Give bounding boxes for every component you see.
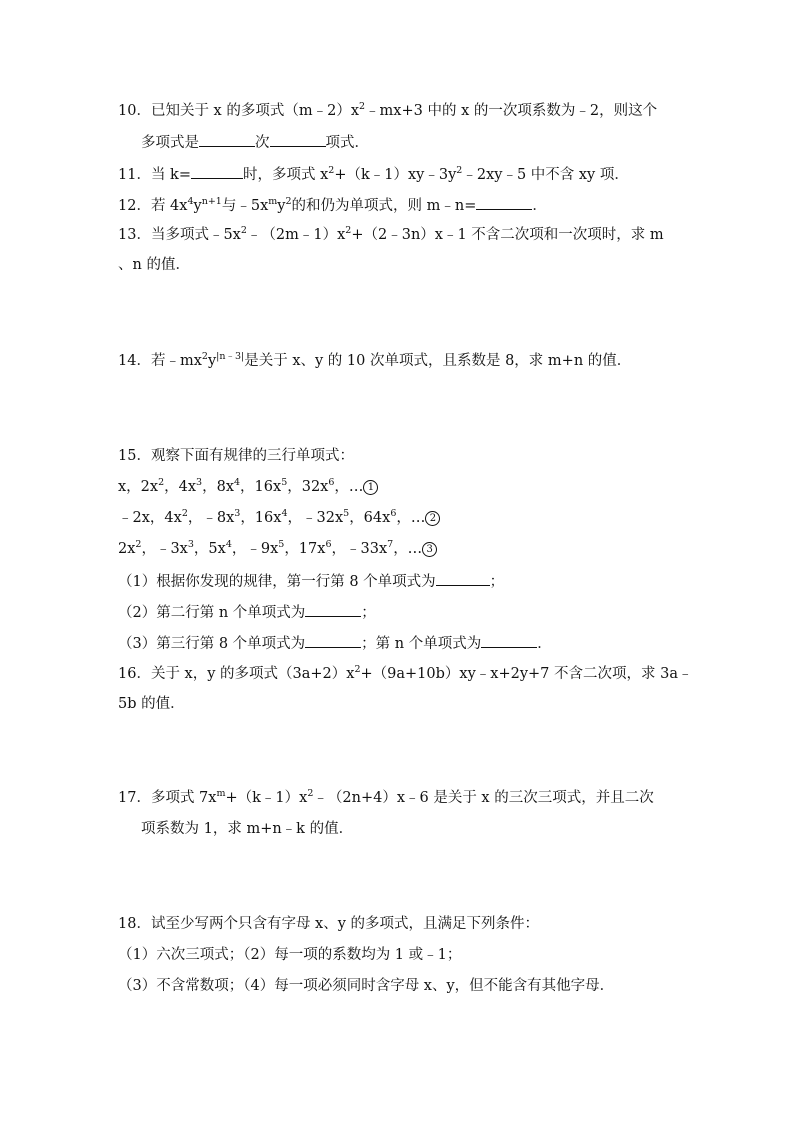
question-10-line2 (141, 131, 369, 153)
exponent: 2 (456, 165, 463, 176)
expression-text: x，2x (118, 479, 159, 495)
question-text: 当多项式﹣5x (150, 227, 241, 243)
question-text: （1）六次三项式；（2）每一项的系数均为 1 或﹣1； (118, 947, 462, 963)
exponent: 2 (285, 196, 292, 207)
answer-blank[interactable] (191, 163, 243, 179)
question-text: 多项式是 (141, 135, 199, 151)
question-14 (118, 351, 631, 371)
exponent: 5 (281, 477, 288, 488)
exponent: 5 (278, 539, 285, 550)
exponent: 4 (234, 477, 241, 488)
question-number: 18． (118, 916, 151, 932)
question-15 (118, 446, 354, 466)
expression-text: ，﹣33x (331, 541, 388, 557)
expression-text: ； (489, 574, 505, 590)
circled-number: 1 (363, 480, 378, 495)
sub-question-2 (118, 601, 376, 623)
question-17 (118, 788, 654, 808)
expression-text: ，﹣32x (287, 510, 344, 526)
question-text: 若 4x (150, 198, 188, 214)
question-number: 16． (118, 666, 151, 682)
question-text: 、n 的值． (118, 257, 190, 273)
question-text: ． (532, 198, 547, 214)
exponent: 6 (390, 508, 397, 519)
question-10 (118, 101, 657, 121)
sequence-row-3 (118, 539, 437, 559)
question-text: 的和仍为单项式，则 m﹣n= (291, 198, 477, 214)
expression-text: ，16x (240, 479, 282, 495)
question-text: 项式． (325, 135, 369, 151)
exponent: m (268, 196, 278, 207)
question-text: 当 k= (150, 167, 191, 183)
question-text: 5b 的值． (118, 696, 185, 712)
question-number: 10． (118, 103, 151, 119)
question-text: 已知关于 x 的多项式（m﹣2）x (150, 103, 360, 119)
expression-text: ，8x (202, 479, 234, 495)
question-text: ﹣mx+3 中的 x 的一次项系数为﹣2，则这个 (365, 103, 658, 119)
question-text: +（9a+10b）xy﹣x+2y+7 不含二次项，求 3a﹣ (360, 666, 693, 682)
question-text: 试至少写两个只含有字母 x、y 的多项式，且满足下列条件： (150, 916, 540, 932)
question-number: 11． (118, 167, 151, 183)
exponent: 2 (135, 539, 142, 550)
question-text: 若﹣mx (150, 353, 202, 369)
exponent: 2 (345, 225, 352, 236)
question-text: 项系数为 1，求 m+n﹣k 的值． (141, 821, 354, 837)
exponent: 6 (328, 477, 335, 488)
exponent: 2 (359, 101, 366, 112)
question-text: 多项式 7x (150, 790, 217, 806)
answer-blank[interactable] (305, 632, 361, 648)
expression-text: （3）第三行第 8 个单项式为 (118, 636, 306, 652)
expression-text: ，64x (349, 510, 391, 526)
exponent: 5 (343, 508, 350, 519)
question-text: 与﹣5x (221, 198, 269, 214)
expression-text: ； (361, 605, 376, 621)
question-13-line2 (118, 255, 190, 275)
exponent: 4 (281, 508, 288, 519)
sub-question-1 (118, 570, 504, 592)
expression-text: ，16x (240, 510, 282, 526)
question-text: y (193, 198, 202, 214)
question-text: 次 (255, 135, 270, 151)
answer-blank[interactable] (476, 194, 532, 210)
exponent: 6 (325, 539, 332, 550)
expression-text: ，4x (164, 479, 197, 495)
sequence-row-2 (118, 508, 440, 528)
question-text: ﹣2xy﹣5 中不含 xy 项． (462, 167, 629, 183)
question-number: 17． (118, 790, 151, 806)
question-text: y (207, 353, 217, 369)
answer-blank[interactable] (270, 131, 326, 147)
exponent: 2 (181, 508, 188, 519)
exponent: 2 (307, 788, 314, 799)
exponent: n+1 (201, 196, 222, 207)
circled-number: 2 (425, 511, 440, 526)
question-13 (118, 225, 664, 245)
question-text: +（k﹣1）x (225, 790, 308, 806)
expression-text: ，﹣9x (231, 541, 279, 557)
question-text: 时，多项式 x (243, 167, 329, 183)
expression-text: 2x (118, 541, 136, 557)
circled-number: 3 (422, 542, 437, 557)
question-text: （3）不含常数项；（4）每一项必须同时含字母 x、y，但不能含有其他字母． (118, 978, 615, 994)
exponent: 3 (187, 539, 194, 550)
question-11 (118, 163, 629, 185)
exponent: 3 (196, 477, 203, 488)
exponent: 7 (387, 539, 394, 550)
question-17-line2 (141, 819, 353, 839)
question-16 (118, 664, 693, 684)
answer-blank[interactable] (481, 632, 537, 648)
question-number: 12． (118, 198, 151, 214)
question-text: +（k﹣1）xy﹣3y (334, 167, 457, 183)
expression-text: （1）根据你发现的规律，第一行第 8 个单项式为 (118, 574, 436, 590)
expression-text: ，5x (193, 541, 226, 557)
exponent: |n﹣3| (216, 351, 245, 362)
answer-blank[interactable] (305, 601, 361, 617)
condition-line-2 (118, 976, 614, 996)
expression-text: ；第 n 个单项式为 (361, 636, 482, 652)
expression-text: ，﹣3x (141, 541, 188, 557)
question-text: +（2﹣3n）x﹣1 不含二次项和一次项时，求 m (351, 227, 664, 243)
question-text: y (277, 198, 286, 214)
exponent: 2 (158, 477, 165, 488)
sub-question-3 (118, 632, 552, 654)
question-16-line2 (118, 694, 185, 714)
exponent: 4 (225, 539, 232, 550)
question-text: 是关于 x、y 的 10 次单项式，且系数是 8，求 m+n 的值． (244, 353, 632, 369)
answer-blank[interactable] (199, 131, 255, 147)
expression-text: ，32x (287, 479, 329, 495)
exponent: 2 (354, 664, 361, 675)
exponent: 2 (328, 165, 335, 176)
exponent: 4 (187, 196, 194, 207)
expression-text: ，… (393, 541, 423, 557)
question-text: ﹣（2n+4）x﹣6 是关于 x 的三次三项式，并且二次 (313, 790, 654, 806)
exponent: m (216, 788, 226, 799)
question-text: 关于 x，y 的多项式（3a+2）x (150, 666, 355, 682)
question-number: 14． (118, 353, 151, 369)
question-18 (118, 914, 539, 934)
expression-text: ． (537, 636, 552, 652)
question-text: 观察下面有规律的三行单项式： (150, 448, 354, 464)
expression-text: ﹣2x，4x (118, 510, 182, 526)
answer-blank[interactable] (436, 570, 490, 586)
expression-text: ，﹣8x (187, 510, 235, 526)
question-12 (118, 194, 547, 216)
condition-line-1 (118, 945, 461, 965)
expression-text: ，17x (284, 541, 326, 557)
expression-text: ，… (396, 510, 426, 526)
exponent: 2 (201, 351, 208, 362)
expression-text: （2）第二行第 n 个单项式为 (118, 605, 306, 621)
question-text: ﹣（2m﹣1）x (246, 227, 346, 243)
sequence-row-1 (118, 477, 378, 497)
exponent: 3 (234, 508, 241, 519)
expression-text: ，… (334, 479, 364, 495)
question-number: 13． (118, 227, 151, 243)
question-number: 15． (118, 448, 151, 464)
exponent: 2 (240, 225, 247, 236)
